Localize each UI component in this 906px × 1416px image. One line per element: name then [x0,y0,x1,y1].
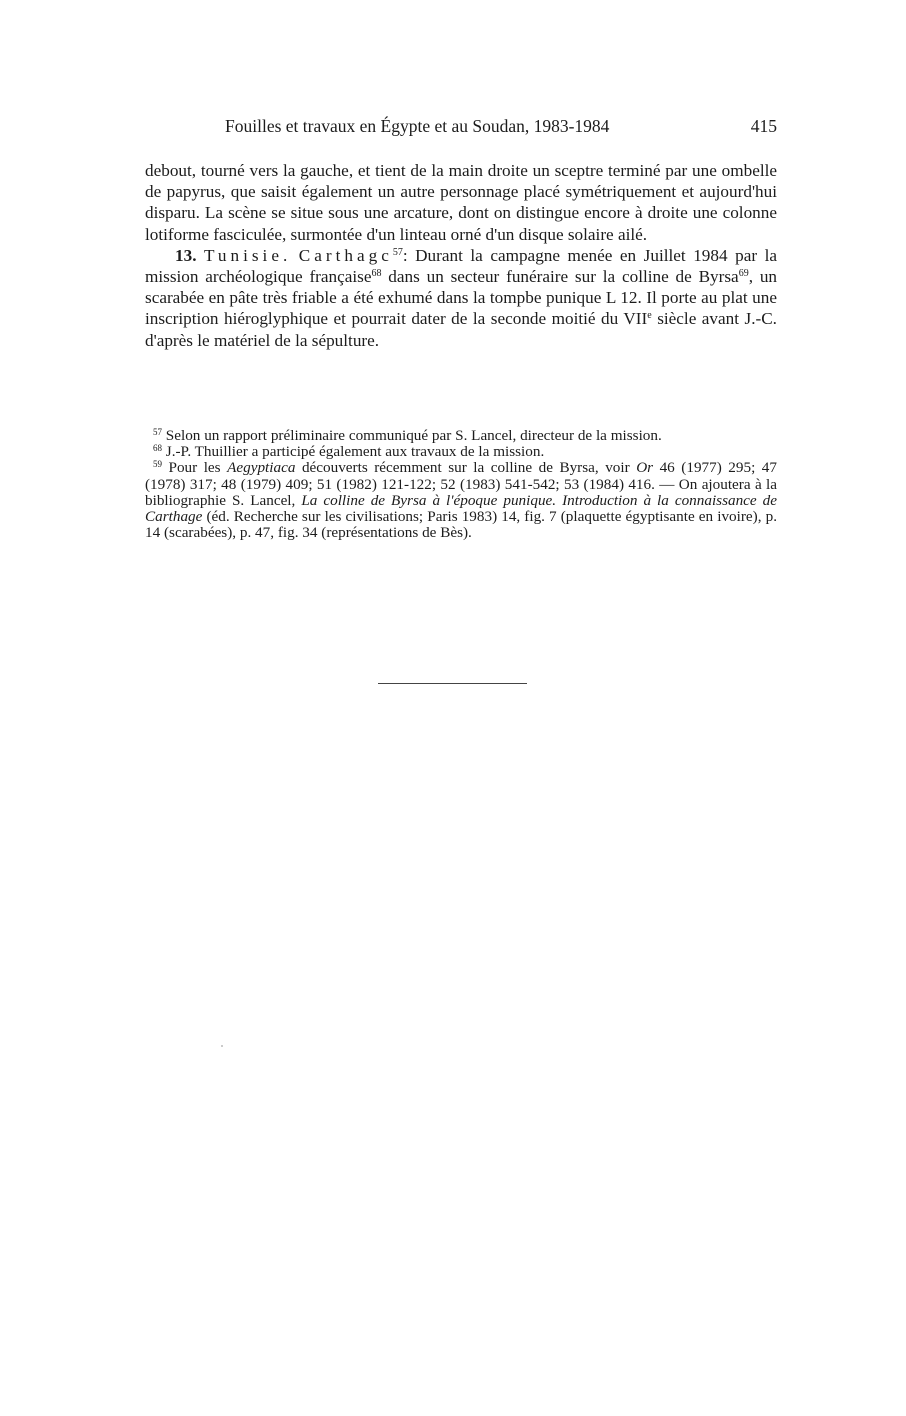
text-segment: , un scarabée en pâte très friable a été exhumé dans la tompbe punique L 12. Il porte au plat une inscription hiéroglyphique et pourrait dater de la seconde moitié du VII [145,267,778,329]
footnote-text: Selon un rapport préliminaire communiqué par S. Lancel, directeur de la mission. [162,427,662,444]
footnote-text: découverts récemment sur la colline de Byrsa, voir [295,459,637,477]
text-segment: : Durant la campagne menée en Juillet 1984 par la mission archéologique française [145,245,777,287]
superscript-e: e [647,310,652,322]
end-rule [378,683,527,684]
text-segment: dans un secteur funéraire sur la colline de Byrsa [381,267,739,287]
footnote-ref-57: 57 [392,246,403,258]
footnote-number: 68 [153,443,162,454]
footnote-text: Pour les [162,459,228,477]
page-number: 415 [750,116,777,136]
italic-journal: Or [636,459,654,477]
italic-book-title: La colline de Byrsa à l'époque punique. Introduction à la connaissance de Carthage [145,491,777,526]
footnotes [145,428,777,541]
footnote-57 [145,428,777,444]
scan-speck [221,1045,223,1047]
country-name: Tunisie. [204,245,292,265]
running-title: Fouilles et travaux en Égypte et au Soudan, 1983-1984 [225,116,610,136]
site-name: Carthagc [298,245,393,265]
section-number: 13. [175,245,197,265]
footnote-text: 46 (1977) 295; 47 (1978) 317; 48 (1979) 409; 51 (1982) 121-122; 52 (1983) 541-542; 53 (1984) 416. — On ajoutera à la bibliographie S. Lancel, [145,459,777,509]
footnote-ref-68: 68 [371,268,382,280]
footnote-59 [145,460,777,541]
running-header [145,116,777,140]
footnote-number: 59 [153,459,162,470]
footnote-text: (éd. Recherche sur les civilisations; Paris 1983) 14, fig. 7 (plaquette égyptisante en ivoire), p. 14 (scarabées), p. 47, fig. 34 (représentations de Bès). [145,508,777,542]
paragraph-continuation: debout, tourné vers la gauche, et tient de la main droite un sceptre terminé par une ombelle de papyrus, que saisit également un autre personnage placé symétriquement et aujourd'hui disparu. La scène se situe sous une arcature, dont on distingue encore à droite une colonne lotiforme fasciculée, surmontée d'un linteau orné d'un disque solaire ailé. [145,161,777,244]
footnote-number: 57 [153,427,162,437]
paragraph-section-13 [145,245,777,351]
text-segment: siècle avant J.-C. d'après le matériel de la sépulture. [145,309,777,350]
footnote-ref-69: 69 [738,268,749,280]
footnote-68 [145,444,777,460]
footnote-text: J.-P. Thuillier a participé également aux travaux de la mission. [162,443,545,461]
main-text [145,160,777,351]
italic-title: Aegyptiaca [227,459,296,477]
